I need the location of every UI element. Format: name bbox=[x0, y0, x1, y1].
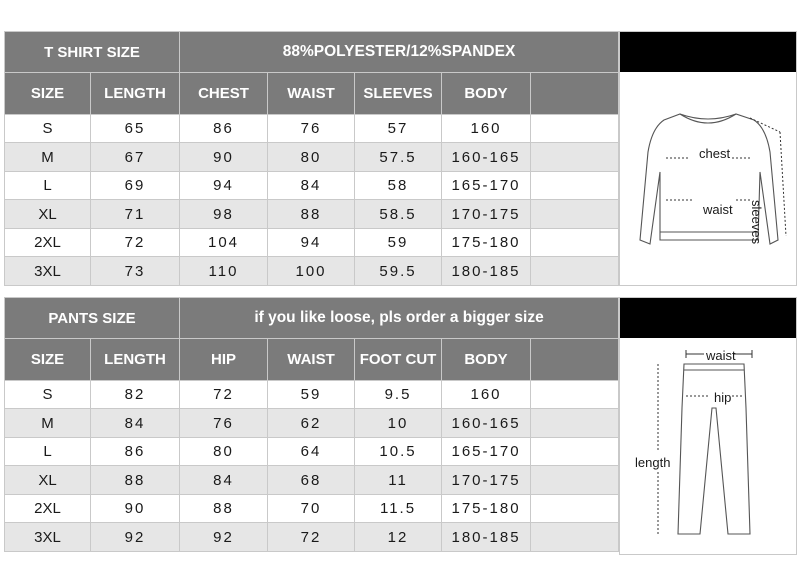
table-row bbox=[5, 115, 619, 143]
empty-cell bbox=[531, 229, 619, 257]
column-header: SIZE bbox=[5, 73, 91, 115]
table-row bbox=[5, 229, 619, 257]
value-cell: 160-165 bbox=[442, 409, 531, 438]
value-cell: 160 bbox=[442, 115, 531, 143]
column-header: WAIST bbox=[268, 73, 355, 115]
value-cell: 11 bbox=[355, 466, 442, 495]
hip-label: hip bbox=[714, 390, 732, 405]
shirt-table-title: T SHIRT SIZE bbox=[5, 32, 180, 73]
table-row bbox=[5, 257, 619, 286]
value-cell: 88 bbox=[180, 495, 268, 523]
pants-fit-note: if you like loose, pls order a bigger size bbox=[180, 298, 619, 339]
size-cell: 2XL bbox=[5, 495, 91, 523]
empty-cell bbox=[531, 200, 619, 229]
size-cell: M bbox=[5, 409, 91, 438]
value-cell: 165-170 bbox=[442, 172, 531, 200]
value-cell: 76 bbox=[180, 409, 268, 438]
value-cell: 180-185 bbox=[442, 523, 531, 552]
empty-cell bbox=[531, 466, 619, 495]
value-cell: 80 bbox=[268, 143, 355, 172]
table-row bbox=[5, 523, 619, 552]
value-cell: 59.5 bbox=[355, 257, 442, 286]
table-row bbox=[5, 466, 619, 495]
value-cell: 90 bbox=[91, 495, 180, 523]
pants-size-section bbox=[4, 297, 797, 555]
column-header: BODY bbox=[442, 339, 531, 381]
value-cell: 110 bbox=[180, 257, 268, 286]
table-row bbox=[5, 143, 619, 172]
table-row bbox=[5, 172, 619, 200]
value-cell: 57.5 bbox=[355, 143, 442, 172]
value-cell: 94 bbox=[268, 229, 355, 257]
value-cell: 92 bbox=[180, 523, 268, 552]
diagram-header-bar bbox=[620, 298, 796, 338]
value-cell: 72 bbox=[180, 381, 268, 409]
size-cell: XL bbox=[5, 466, 91, 495]
empty-cell bbox=[531, 438, 619, 466]
size-cell: 2XL bbox=[5, 229, 91, 257]
value-cell: 90 bbox=[180, 143, 268, 172]
shirt-size-section bbox=[4, 31, 797, 286]
waist-label: waist bbox=[706, 348, 736, 363]
column-header: LENGTH bbox=[91, 339, 180, 381]
empty-cell bbox=[531, 495, 619, 523]
waist-label: waist bbox=[703, 202, 733, 217]
size-cell: 3XL bbox=[5, 523, 91, 552]
pants-header-row bbox=[5, 339, 619, 381]
table-row bbox=[5, 381, 619, 409]
value-cell: 57 bbox=[355, 115, 442, 143]
shirt-diagram-panel bbox=[619, 31, 797, 286]
value-cell: 92 bbox=[91, 523, 180, 552]
value-cell: 58 bbox=[355, 172, 442, 200]
column-header: BODY bbox=[442, 73, 531, 115]
value-cell: 62 bbox=[268, 409, 355, 438]
empty-cell bbox=[531, 257, 619, 286]
size-cell: XL bbox=[5, 200, 91, 229]
value-cell: 73 bbox=[91, 257, 180, 286]
size-cell: 3XL bbox=[5, 257, 91, 286]
value-cell: 175-180 bbox=[442, 495, 531, 523]
value-cell: 86 bbox=[91, 438, 180, 466]
size-cell: M bbox=[5, 143, 91, 172]
empty-cell bbox=[531, 143, 619, 172]
table-row bbox=[5, 409, 619, 438]
value-cell: 88 bbox=[91, 466, 180, 495]
tshirt-outline-icon bbox=[620, 72, 796, 286]
empty-header-cell bbox=[531, 339, 619, 381]
table-row bbox=[5, 495, 619, 523]
value-cell: 10.5 bbox=[355, 438, 442, 466]
value-cell: 68 bbox=[268, 466, 355, 495]
value-cell: 69 bbox=[91, 172, 180, 200]
value-cell: 170-175 bbox=[442, 200, 531, 229]
value-cell: 82 bbox=[91, 381, 180, 409]
value-cell: 59 bbox=[268, 381, 355, 409]
sleeves-label: sleeves bbox=[749, 200, 764, 245]
empty-cell bbox=[531, 523, 619, 552]
pants-title-row bbox=[5, 298, 619, 339]
value-cell: 58.5 bbox=[355, 200, 442, 229]
value-cell: 12 bbox=[355, 523, 442, 552]
empty-cell bbox=[531, 381, 619, 409]
value-cell: 80 bbox=[180, 438, 268, 466]
shirt-title-row bbox=[5, 32, 619, 73]
value-cell: 86 bbox=[180, 115, 268, 143]
shirt-size-table bbox=[4, 31, 619, 286]
value-cell: 59 bbox=[355, 229, 442, 257]
length-label: length bbox=[635, 455, 671, 470]
value-cell: 84 bbox=[91, 409, 180, 438]
value-cell: 9.5 bbox=[355, 381, 442, 409]
pants-table-title: PANTS SIZE bbox=[5, 298, 180, 339]
size-cell: S bbox=[5, 381, 91, 409]
value-cell: 72 bbox=[91, 229, 180, 257]
pants-outline-icon bbox=[620, 338, 796, 554]
value-cell: 84 bbox=[268, 172, 355, 200]
shirt-header-row bbox=[5, 73, 619, 115]
value-cell: 71 bbox=[91, 200, 180, 229]
table-row bbox=[5, 200, 619, 229]
value-cell: 165-170 bbox=[442, 438, 531, 466]
value-cell: 70 bbox=[268, 495, 355, 523]
value-cell: 11.5 bbox=[355, 495, 442, 523]
value-cell: 67 bbox=[91, 143, 180, 172]
value-cell: 76 bbox=[268, 115, 355, 143]
value-cell: 88 bbox=[268, 200, 355, 229]
value-cell: 98 bbox=[180, 200, 268, 229]
value-cell: 175-180 bbox=[442, 229, 531, 257]
column-header: FOOT CUT bbox=[355, 339, 442, 381]
empty-cell bbox=[531, 115, 619, 143]
value-cell: 65 bbox=[91, 115, 180, 143]
column-header: CHEST bbox=[180, 73, 268, 115]
pants-size-table bbox=[4, 297, 619, 552]
column-header: WAIST bbox=[268, 339, 355, 381]
empty-header-cell bbox=[531, 73, 619, 115]
shirt-fabric-note: 88%POLYESTER/12%SPANDEX bbox=[180, 32, 619, 73]
size-cell: L bbox=[5, 438, 91, 466]
value-cell: 94 bbox=[180, 172, 268, 200]
empty-cell bbox=[531, 409, 619, 438]
value-cell: 180-185 bbox=[442, 257, 531, 286]
column-header: HIP bbox=[180, 339, 268, 381]
pants-diagram-panel bbox=[619, 297, 797, 555]
column-header: LENGTH bbox=[91, 73, 180, 115]
value-cell: 10 bbox=[355, 409, 442, 438]
value-cell: 160-165 bbox=[442, 143, 531, 172]
value-cell: 160 bbox=[442, 381, 531, 409]
value-cell: 104 bbox=[180, 229, 268, 257]
value-cell: 84 bbox=[180, 466, 268, 495]
column-header: SLEEVES bbox=[355, 73, 442, 115]
empty-cell bbox=[531, 172, 619, 200]
size-cell: S bbox=[5, 115, 91, 143]
size-cell: L bbox=[5, 172, 91, 200]
diagram-header-bar bbox=[620, 32, 796, 72]
value-cell: 72 bbox=[268, 523, 355, 552]
chest-label: chest bbox=[699, 146, 731, 161]
value-cell: 170-175 bbox=[442, 466, 531, 495]
table-row bbox=[5, 438, 619, 466]
value-cell: 64 bbox=[268, 438, 355, 466]
column-header: SIZE bbox=[5, 339, 91, 381]
value-cell: 100 bbox=[268, 257, 355, 286]
